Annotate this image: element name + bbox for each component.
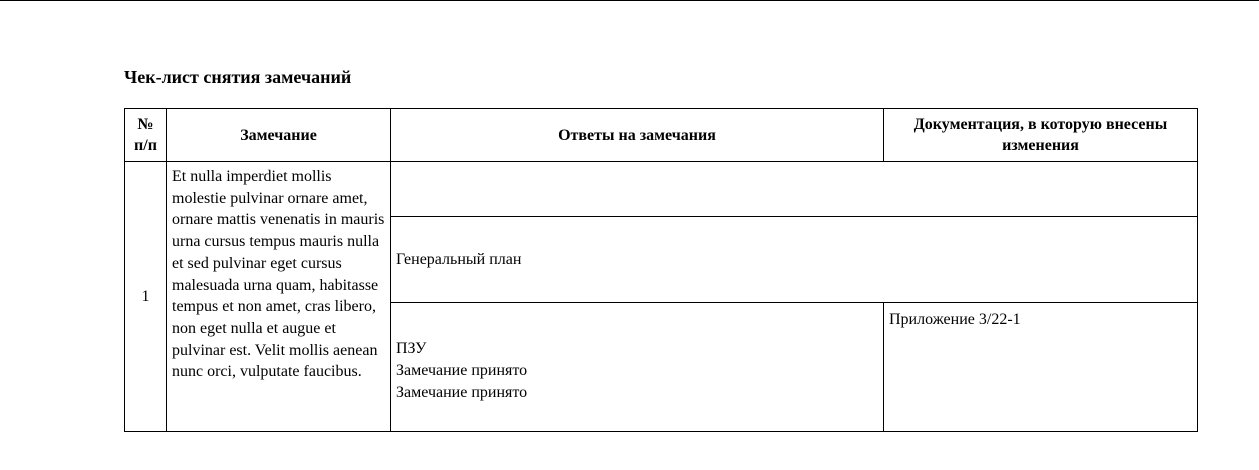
header-answers: Ответы на замечания: [391, 109, 884, 162]
header-docs: Документация, в которую внесены изменения: [884, 109, 1198, 162]
answer-line: ПЗУ: [396, 340, 427, 357]
header-num: № п/п: [125, 109, 167, 162]
top-rule: [0, 0, 1259, 1]
remark-text: Et nulla imperdiet mollis molestie pulvinar ornare amet, ornare mattis venenatis in mauris urna cursus tempus mauris nulla et sed pulvinar eget cursus malesuada urna quam, habitasse tempus et non amet, cras libero, non eget nulla et augue et pulvinar est. Velit mollis aenean nunc orci, vulputate faucibus.: [167, 162, 391, 432]
answer-cell: [391, 303, 884, 432]
docs-cell: Приложение 3/22-1: [884, 303, 1198, 432]
row-number: 1: [125, 162, 167, 432]
empty-cell: [391, 162, 1198, 217]
answer-line: Замечание принято: [396, 384, 528, 401]
section-title: Генеральный план: [391, 217, 1198, 303]
checklist-table: [124, 108, 1198, 432]
header-remark: Замечание: [167, 109, 391, 162]
table-row: [125, 162, 1198, 217]
table-header-row: [125, 109, 1198, 162]
page-title: Чек-лист снятия замечаний: [124, 67, 352, 87]
answer-line: Замечание принято: [396, 362, 528, 379]
